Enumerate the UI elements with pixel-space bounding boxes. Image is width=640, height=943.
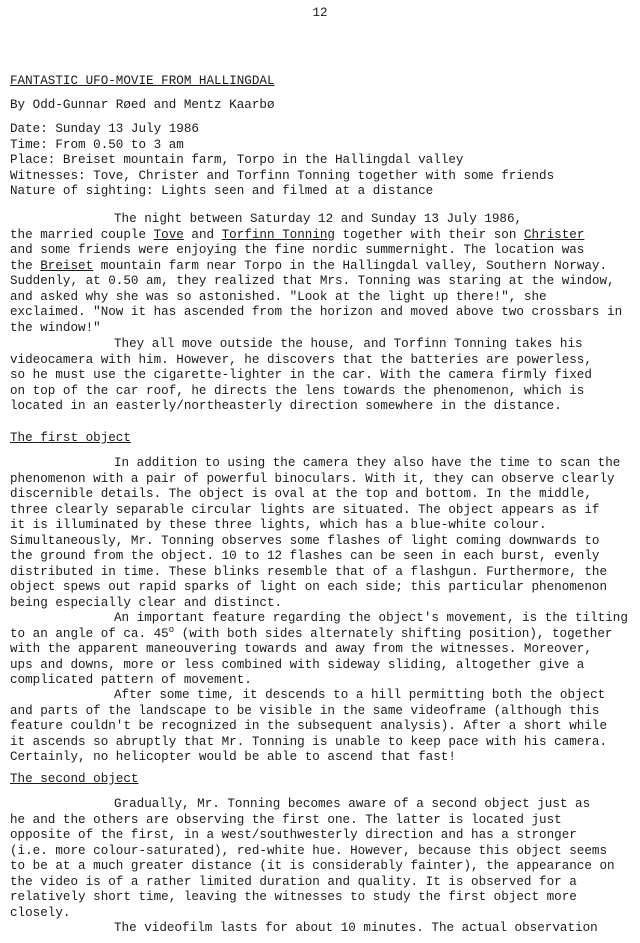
text-span: the married couple	[10, 227, 154, 242]
paragraph-line: opposite of the first, in a west/southwesterly direction and has a stronger	[10, 828, 577, 842]
paragraph-line: located in an easterly/northeasterly direction somewhere in the distance.	[10, 399, 562, 413]
paragraph-line: Simultaneously, Mr. Tonning observes some flashes of light coming downwards to	[10, 533, 600, 548]
text-span: the	[10, 258, 41, 273]
detail-nature: Nature of sighting: Lights seen and filmed at a distance	[10, 184, 434, 198]
paragraph-4	[10, 611, 632, 689]
section-heading-second-object: The second object	[10, 772, 139, 786]
paragraph-line: with the apparent maneouvering towards and away from the witnesses. Moreover,	[10, 642, 592, 656]
paragraph-line: phenomenon with a pair of powerful binoculars. With it, they can observe clearly	[10, 471, 615, 486]
paragraph-line	[10, 259, 632, 275]
paragraph-line: Certainly, no helicopter would be able to ascend that fast!	[10, 750, 456, 764]
paragraph-line: and parts of the landscape to be visible in the same videoframe (although this	[10, 703, 600, 718]
paragraph-line: complicated pattern of movement.	[10, 673, 252, 687]
paragraph-line: and some friends were enjoying the fine nordic summernight. The location was	[10, 243, 585, 257]
paragraph-6	[10, 797, 632, 921]
paragraph-line: so he must use the cigarette-lighter in the car. With the camera firmly fixed	[10, 368, 592, 382]
text-span: together with their son	[335, 227, 524, 242]
paragraph-line: In addition to using the camera they also have the time to scan the	[114, 456, 621, 470]
paragraph-2	[10, 337, 632, 415]
paragraph-line: the ground from the object. 10 to 12 flashes can be seen in each burst, evenly	[10, 549, 600, 563]
paragraph-line: he and the others are observing the first one. The latter is located just	[10, 812, 562, 827]
detail-time: Time: From 0.50 to 3 am	[10, 137, 184, 152]
paragraph-line: relatively short time, leaving the witnesses to study the first object more	[10, 890, 577, 904]
paragraph-line: exclaimed. "Now it has ascended from the horizon and moved above two crossbars in	[10, 305, 623, 319]
paragraph-line: The videofilm lasts for about 10 minutes. The actual observation	[114, 921, 598, 935]
paragraph-line: it ascends so abruptly that Mr. Tonning is unable to keep pace with his camera.	[10, 734, 608, 749]
paragraph-line: three clearly separable circular lights are situated. The object appears as if	[10, 502, 600, 517]
page-number: 12	[312, 6, 328, 20]
paragraph-line: closely.	[10, 905, 71, 920]
detail-place: Place: Breiset mountain farm, Torpo in the Hallingdal valley	[10, 153, 464, 167]
paragraph-line: An important feature regarding the object's movement, is the tilting	[114, 611, 628, 625]
article-title: FANTASTIC UFO-MOVIE FROM HALLINGDAL	[10, 74, 275, 88]
name-christer: Christer	[523, 227, 585, 242]
paragraph-line: and asked why she was so astonished. "Look at the light up there!", she	[10, 289, 547, 304]
paragraph-line	[10, 228, 632, 244]
paragraph-line: object spews out rapid sparks of light on each side; this particular phenomenon	[10, 580, 608, 594]
paragraph-line: Suddenly, at 0.50 am, they realized that Mrs. Tonning was staring at the window,	[10, 274, 615, 288]
paragraph-line: They all move outside the house, and Torfinn Tonning takes his	[114, 337, 583, 351]
place-breiset: Breiset	[40, 258, 94, 273]
byline: By Odd-Gunnar Røed and Mentz Kaarbø	[10, 98, 275, 112]
text-span: to an angle of ca. 45	[10, 626, 169, 641]
paragraph-line: the video is of a rather limited duration and quality. It is observed for a	[10, 874, 577, 889]
paragraph-line: After some time, it descends to a hill permitting both the object	[114, 688, 606, 702]
text-span: mountain farm near Torpo in the Hallingdal valley, Southern Norway.	[93, 258, 608, 273]
paragraph-line: The night between Saturday 12 and Sunday 13 July 1986,	[114, 212, 523, 226]
paragraph-1	[10, 212, 632, 336]
paragraph-line: the window!"	[10, 320, 101, 335]
paragraph-line: distributed in time. These blinks resemble that of a flashgun. Furthermore, the	[10, 564, 608, 579]
paragraph-line: being especially clear and distinct.	[10, 595, 283, 610]
name-torfinn: Torfinn Tonning	[221, 227, 335, 242]
paragraph-line: discernible details. The object is oval at the top and bottom. In the middle,	[10, 487, 592, 501]
sighting-details	[10, 122, 554, 200]
paragraph-5	[10, 688, 632, 766]
paragraph-line: (i.e. more colour-saturated), red-white hue. However, because this object seems	[10, 843, 608, 858]
paragraph-line: Gradually, Mr. Tonning becomes aware of a second object just as	[114, 797, 591, 811]
paragraph-line: it is illuminated by these three lights, which has a blue-white colour.	[10, 518, 547, 532]
paragraph-line: feature couldn't be recognized in the subsequent analysis). After a short while	[10, 719, 608, 733]
text-span: and	[183, 227, 222, 242]
section-heading-first-object: The first object	[10, 431, 131, 445]
name-tove: Tove	[153, 227, 184, 242]
paragraph-line: on top of the car roof, he directs the lens towards the phenomenon, which is	[10, 383, 585, 398]
paragraph-line: videocamera with him. However, he discovers that the batteries are powerless,	[10, 352, 592, 367]
paragraph-line: ups and downs, more or less combined with sideway sliding, altogether give a	[10, 657, 585, 672]
paragraph-line: to be at a much greater distance (it is considerably fainter), the appearance on	[10, 859, 615, 873]
degree-symbol: o	[168, 624, 175, 635]
detail-date: Date: Sunday 13 July 1986	[10, 122, 199, 136]
paragraph-line	[10, 624, 632, 643]
text-span: (with both sides alternately shifting position), together	[174, 626, 613, 641]
paragraph-7	[10, 921, 632, 937]
detail-witnesses: Witnesses: Tove, Christer and Torfinn Tonning together with some friends	[10, 168, 555, 183]
paragraph-3	[10, 456, 632, 611]
